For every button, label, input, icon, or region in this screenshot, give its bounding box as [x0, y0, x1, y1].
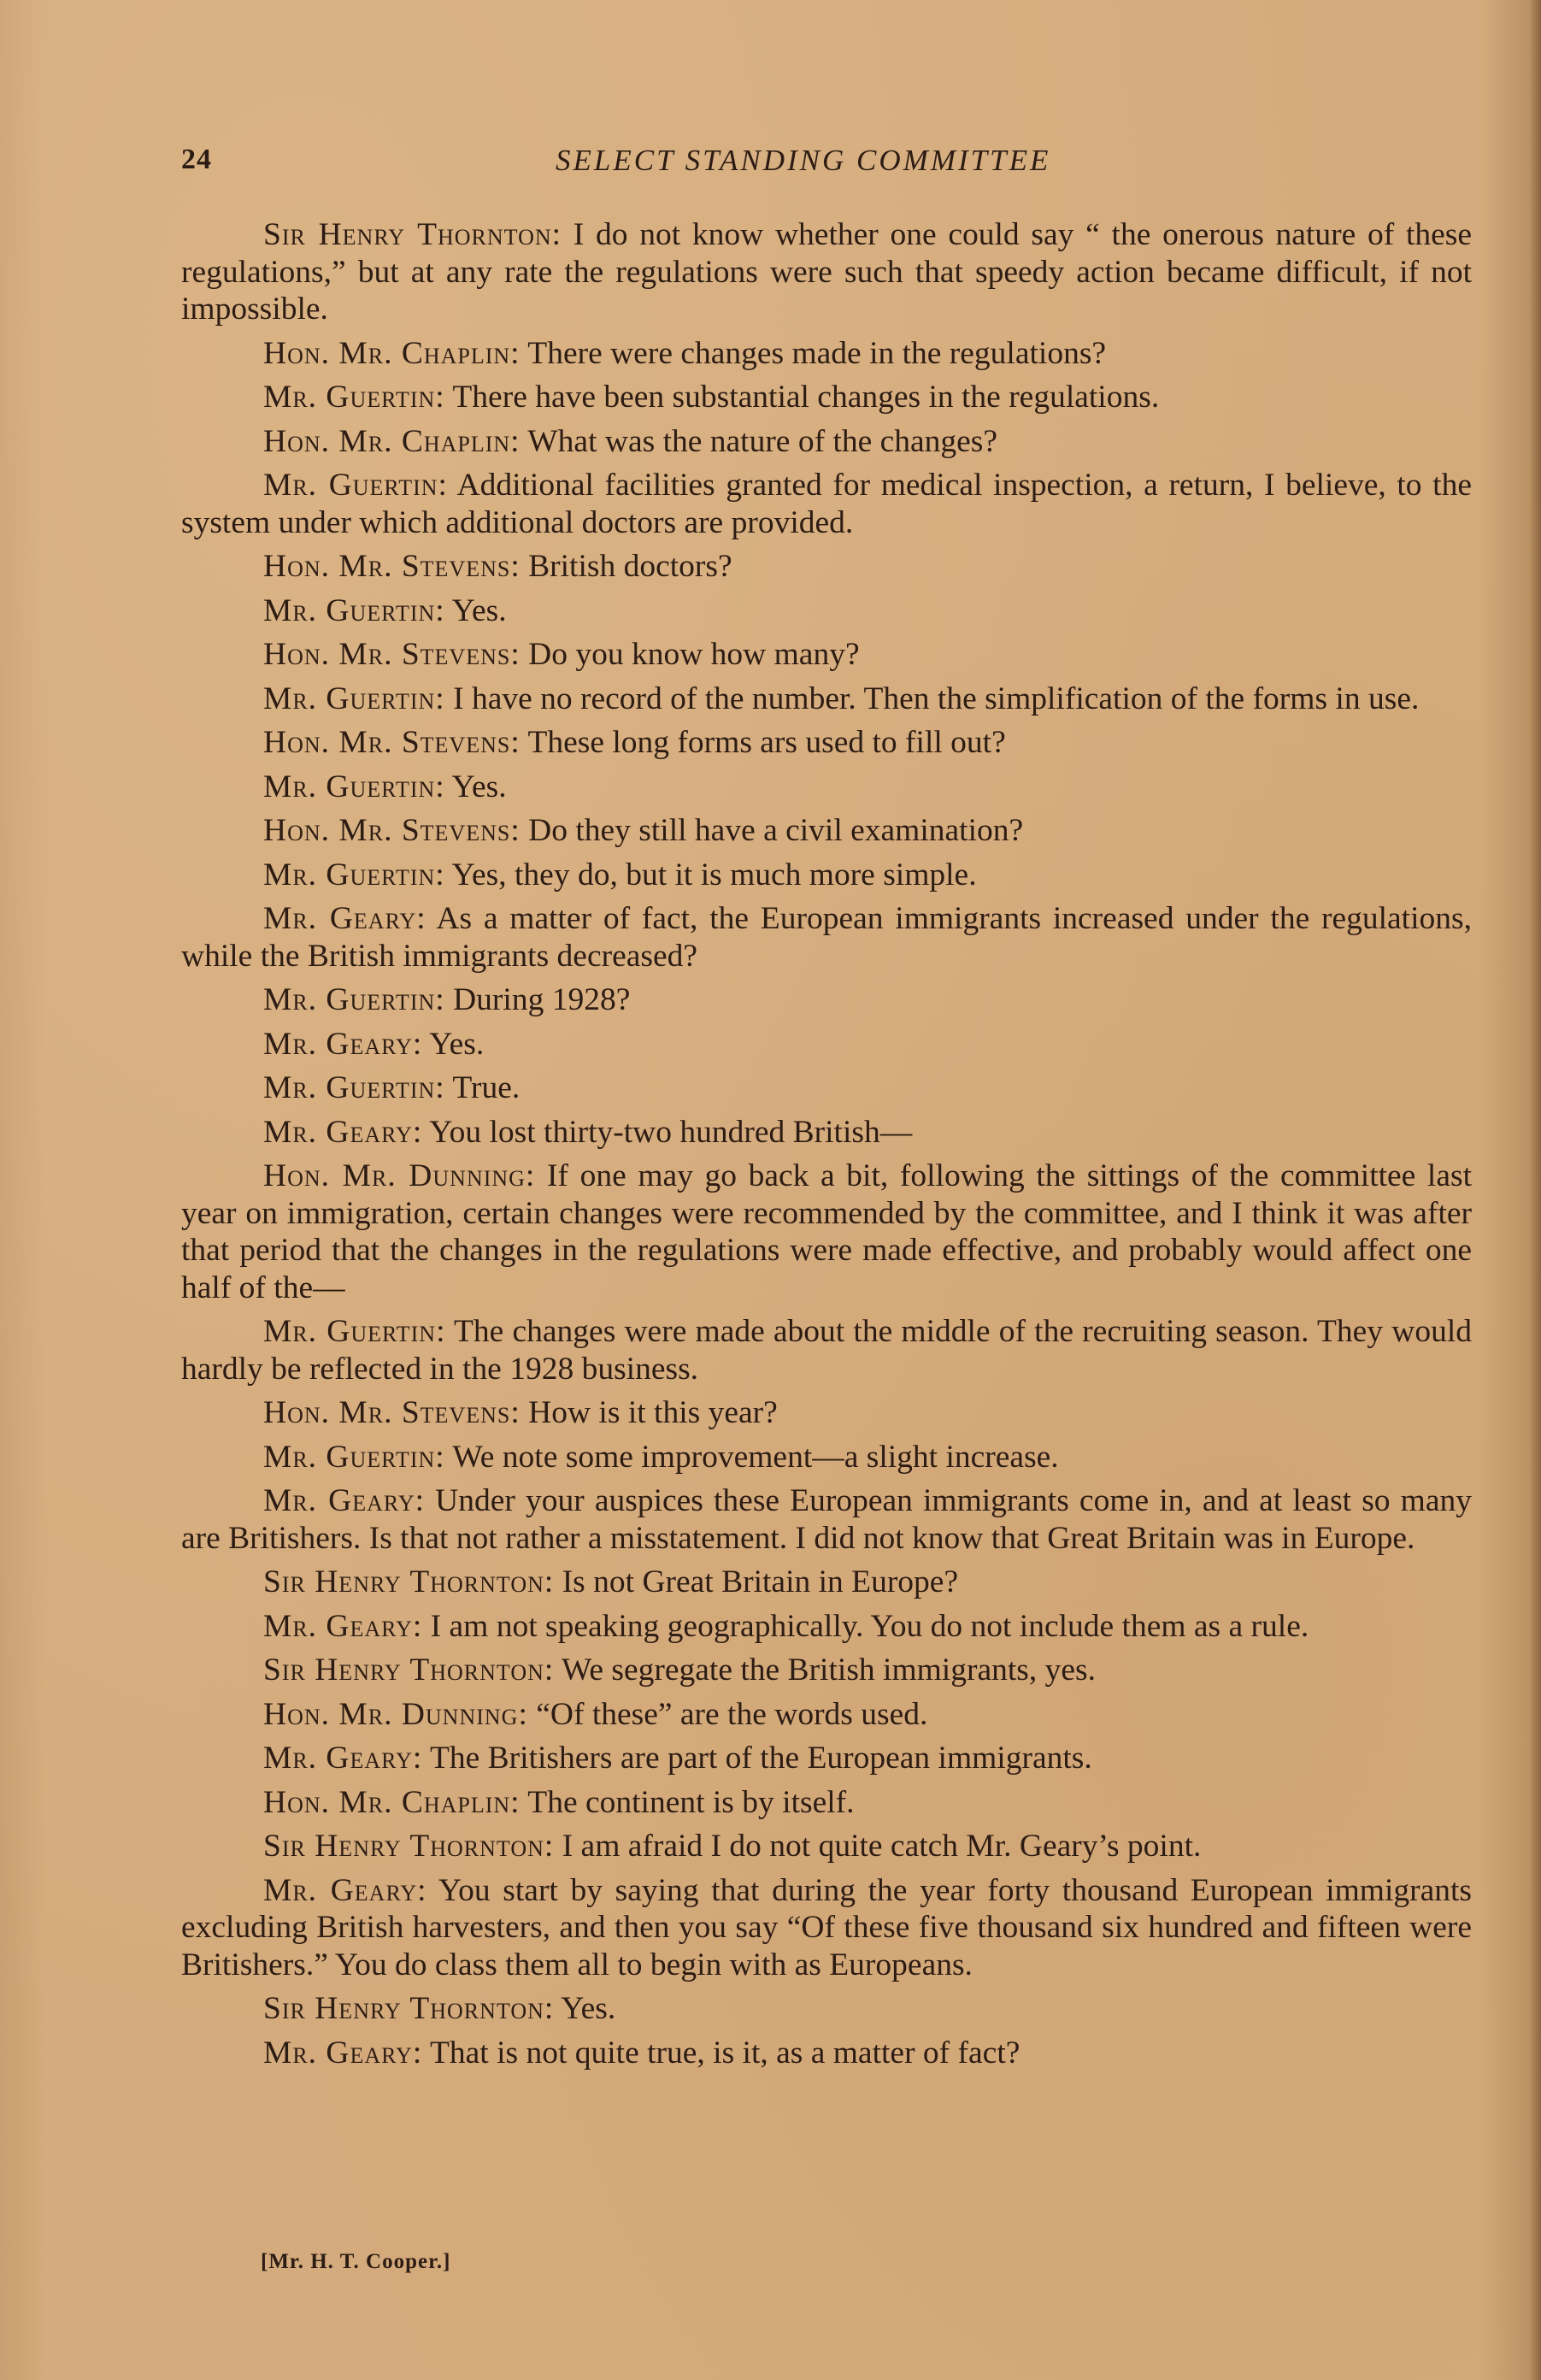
- footer-note: [Mr. H. T. Cooper.]: [261, 2250, 451, 2273]
- speaker-name: Mr. Geary:: [263, 1026, 423, 1062]
- speaker-name: Mr. Guertin:: [263, 468, 448, 503]
- speaker-name: Sir Henry Thornton:: [263, 1829, 555, 1864]
- speaker-name: Hon. Mr. Chaplin:: [263, 423, 521, 459]
- page-edge-shadow: [1529, 0, 1541, 2380]
- transcript-paragraph: [181, 216, 1472, 328]
- utterance-text: How is it this year?: [520, 1395, 778, 1430]
- speaker-name: Mr. Guertin:: [263, 680, 445, 716]
- speaker-name: Sir Henry Thornton:: [263, 217, 562, 252]
- transcript-paragraph: [181, 592, 1472, 630]
- utterance-text: Yes.: [444, 769, 507, 804]
- utterance-text: “Of these” are the words used.: [527, 1696, 928, 1732]
- transcript-paragraph: [181, 1313, 1472, 1387]
- speaker-name: Mr. Guertin:: [263, 1439, 445, 1475]
- utterance-text: These long forms ars used to fill out?: [520, 725, 1006, 760]
- speaker-name: Mr. Guertin:: [263, 769, 445, 804]
- utterance-text: Yes.: [444, 592, 507, 628]
- utterance-text: You start by saying that during the year forty thousand European immigrants excluding British harvesters, and then you say “Of these five thousand six hundred and fifteen were Britishers.” You do class them all to begin with as Europeans.: [181, 1872, 1473, 1982]
- utterance-text: True.: [444, 1070, 521, 1105]
- transcript-paragraph: [181, 423, 1472, 461]
- utterance-text: Under your auspices these European immigrants come in, and at least so many are Britishers. Is that not rather a misstatement. I did not know that Great Britain was in Europe.: [181, 1483, 1472, 1556]
- speaker-name: Sir Henry Thornton:: [263, 1652, 555, 1688]
- utterance-text: I do not know whether one could say “ the onerous nature of these regulations,” but at any rate the regulations were such that speedy action became difficult, if not impossible.: [181, 217, 1472, 327]
- transcript-paragraph: [181, 1069, 1472, 1107]
- transcript-paragraph: [181, 680, 1472, 718]
- utterance-text: I am not speaking geographically. You do not include them as a rule.: [422, 1608, 1309, 1644]
- utterance-text: The Britishers are part of the European immigrants.: [422, 1741, 1092, 1776]
- transcript-paragraph: [181, 1608, 1472, 1646]
- transcript-paragraph: [181, 1652, 1472, 1689]
- utterance-text: British doctors?: [520, 549, 732, 584]
- transcript-paragraph: [181, 379, 1472, 416]
- transcript-paragraph: [181, 548, 1472, 586]
- utterance-text: As a matter of fact, the European immigrants increased under the regulations, while the British immigrants decreased?: [181, 901, 1472, 974]
- transcript-paragraph: [181, 769, 1472, 806]
- speaker-name: Sir Henry Thornton:: [263, 1564, 555, 1599]
- transcript-paragraph: [181, 1439, 1472, 1476]
- transcript-paragraph: [181, 1696, 1472, 1734]
- transcript-paragraph: [181, 1872, 1472, 1984]
- speaker-name: Hon. Mr. Dunning:: [263, 1696, 528, 1732]
- speaker-name: Hon. Mr. Stevens:: [263, 813, 521, 848]
- utterance-text: I am afraid I do not quite catch Mr. Geary’s point.: [554, 1829, 1202, 1864]
- utterance-text: During 1928?: [444, 982, 631, 1017]
- utterance-text: Do they still have a civil examination?: [520, 813, 1024, 848]
- speaker-name: Hon. Mr. Dunning:: [263, 1158, 536, 1193]
- utterance-text: There have been substantial changes in the regulations.: [444, 380, 1160, 415]
- transcript-paragraph: [181, 1026, 1472, 1063]
- speaker-name: Mr. Geary:: [263, 901, 426, 936]
- speaker-name: Hon. Mr. Chaplin:: [263, 1784, 521, 1820]
- utterance-text: We segregate the British immigrants, yes.: [554, 1652, 1096, 1688]
- speaker-name: Mr. Guertin:: [263, 857, 445, 892]
- transcript-body: [181, 216, 1472, 2078]
- utterance-text: That is not quite true, is it, as a matter of fact?: [422, 2035, 1020, 2071]
- utterance-text: We note some improvement—a slight increase.: [444, 1439, 1059, 1475]
- utterance-text: What was the nature of the changes?: [520, 423, 998, 459]
- utterance-text: The continent is by itself.: [520, 1784, 855, 1820]
- speaker-name: Mr. Geary:: [263, 1608, 423, 1644]
- speaker-name: Mr. Geary:: [263, 1114, 423, 1150]
- transcript-paragraph: [181, 857, 1472, 894]
- speaker-name: Mr. Geary:: [263, 2035, 423, 2071]
- speaker-name: Hon. Mr. Stevens:: [263, 549, 521, 584]
- utterance-text: You lost thirty-two hundred British—: [422, 1114, 913, 1150]
- utterance-text: There were changes made in the regulations?: [520, 335, 1107, 371]
- transcript-paragraph: [181, 1784, 1472, 1822]
- speaker-name: Mr. Guertin:: [263, 1070, 445, 1105]
- speaker-name: Mr. Guertin:: [263, 982, 445, 1017]
- utterance-text: Do you know how many?: [520, 637, 860, 672]
- transcript-paragraph: [181, 467, 1472, 541]
- speaker-name: Mr. Guertin:: [263, 592, 445, 628]
- transcript-paragraph: [181, 1740, 1472, 1777]
- speaker-name: Mr. Geary:: [263, 1483, 426, 1518]
- transcript-paragraph: [181, 1158, 1472, 1306]
- transcript-paragraph: [181, 1990, 1472, 2028]
- transcript-paragraph: [181, 636, 1472, 674]
- utterance-text: Is not Great Britain in Europe?: [554, 1564, 959, 1599]
- speaker-name: Mr. Geary:: [263, 1741, 423, 1776]
- speaker-name: Hon. Mr. Stevens:: [263, 637, 521, 672]
- transcript-paragraph: [181, 981, 1472, 1019]
- transcript-paragraph: [181, 1394, 1472, 1432]
- speaker-name: Sir Henry Thornton:: [263, 1991, 555, 2026]
- running-title: SELECT STANDING COMMITTEE: [556, 144, 1051, 177]
- speaker-name: Mr. Guertin:: [263, 1314, 446, 1349]
- speaker-name: Hon. Mr. Stevens:: [263, 1395, 521, 1430]
- transcript-paragraph: [181, 724, 1472, 762]
- transcript-paragraph: [181, 2035, 1472, 2072]
- utterance-text: The changes were made about the middle of the recruiting season. They would hardly be reflected in the 1928 business.: [181, 1314, 1472, 1387]
- utterance-text: Yes.: [554, 1991, 616, 2026]
- speaker-name: Hon. Mr. Chaplin:: [263, 335, 521, 371]
- utterance-text: If one may go back a bit, following the sittings of the committee last year on immigration, certain changes were recommended by the committee, and I think it was after that period that the changes in the regulations were made effective, and probably would affect one half of the—: [181, 1158, 1473, 1305]
- utterance-text: Additional facilities granted for medical inspection, a return, I believe, to the system under which additional doctors are provided.: [181, 468, 1472, 540]
- utterance-text: Yes, they do, but it is much more simple.: [444, 857, 977, 892]
- transcript-paragraph: [181, 1828, 1472, 1865]
- utterance-text: Yes.: [422, 1026, 485, 1062]
- speaker-name: Hon. Mr. Stevens:: [263, 725, 521, 760]
- transcript-paragraph: [181, 1482, 1472, 1557]
- transcript-paragraph: [181, 1114, 1472, 1152]
- speaker-name: Mr. Guertin:: [263, 380, 445, 415]
- transcript-paragraph: [181, 900, 1472, 975]
- speaker-name: Mr. Geary:: [263, 1872, 427, 1908]
- page-header: [181, 144, 1480, 186]
- page-number: 24: [181, 144, 212, 175]
- utterance-text: I have no record of the number. Then the simplification of the forms in use.: [444, 680, 1420, 716]
- transcript-paragraph: [181, 335, 1472, 373]
- transcript-paragraph: [181, 1564, 1472, 1601]
- transcript-paragraph: [181, 812, 1472, 850]
